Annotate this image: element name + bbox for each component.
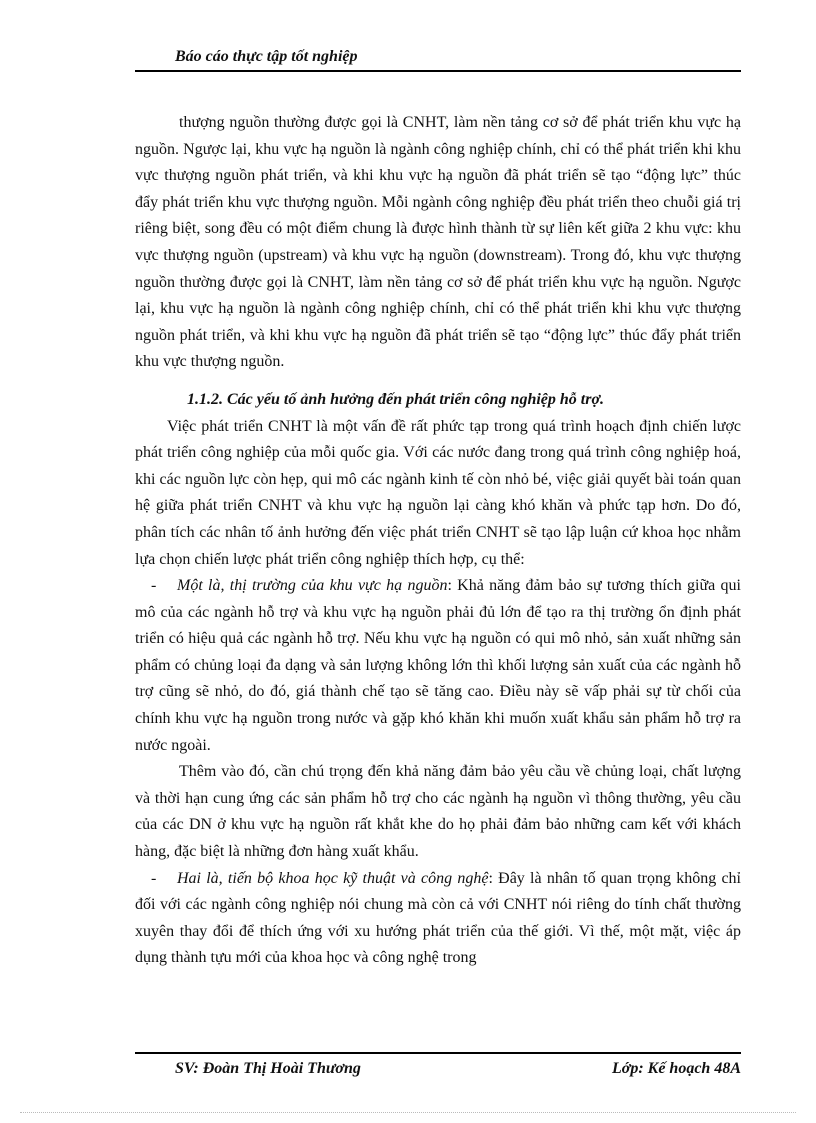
bullet-2-lead: Hai là, tiến bộ khoa học kỹ thuật và công nghệ	[177, 869, 489, 887]
paragraph-3: Thêm vào đó, cần chú trọng đến khả năng đảm bảo yêu cầu về chủng loại, chất lượng và thời hạn cung ứng các sản phẩm hỗ trợ cho các ngành hạ nguồn vì thông thường, yêu cầu của các DN ở khu vực hạ nguồn rất khắt khe do họ phải đảm bảo những cam kết với khách hàng, đặc biệt là những đơn hàng xuất khẩu.	[135, 763, 741, 861]
paragraph-2: Việc phát triển CNHT là một vấn đề rất phức tạp trong quá trình hoạch định chiến lược phát triển công nghiệp của mỗi quốc gia. Với các nước đang trong quá trình công nghiệp hoá, khi các nguồn lực còn hẹp, qui mô các ngành kinh tế còn nhỏ bé, việc giải quyết bài toán quan hệ giữa phát triển CNHT và khu vực hạ nguồn lại càng khó khăn và phức tạp hơn. Do đó, phân tích các nhân tố ảnh hưởng đến việc phát triển CNHT sẽ tạo lập luận cứ khoa học nhằm lựa chọn chiến lược phát triển công nghiệp thích hợp, cụ thể:	[135, 417, 741, 568]
footer-rule	[135, 1052, 741, 1054]
bullet-dash: -	[151, 577, 157, 595]
header-rule	[135, 70, 741, 72]
page-footer	[135, 1052, 741, 1078]
paragraph-1: thượng nguồn thường được gọi là CNHT, làm nền tảng cơ sở để phát triển khu vực hạ nguồn. Ngược lại, khu vực hạ nguồn là ngành công nghiệp chính, chỉ có thể phát triển khi khu vực thượng nguồn phát triển, và khi khu vực hạ nguồn đã phát triển sẽ tạo “động lực” thúc đẩy phát triển khu vực thượng nguồn. Mỗi ngành công nghiệp đều phát triển theo chuỗi giá trị riêng biệt, song đều có một điểm chung là được hình thành từ sự liên kết giữa 2 khu vực: khu vực thượng nguồn (upstream) và khu vực hạ nguồn (downstream). Trong đó, khu vực thượng nguồn thường được gọi là CNHT, làm nền tảng cơ sở để phát triển khu vực hạ nguồn. Ngược lại, khu vực hạ nguồn là ngành công nghiệp chính, chỉ có thể phát triển khi khu vực thượng nguồn phát triển, và khi khu vực hạ nguồn đã phát triển sẽ tạo “động lực” thúc đẩy phát triển khu vực thượng nguồn.	[135, 114, 741, 371]
bullet-2-text: : Đây là nhân tố quan trọng không chỉ đối với các ngành công nghiệp nói chung mà còn cả với CNHT nói riêng do tính chất thường xuyên thay đổi để thích ứng với xu hướng phát triển của thế giới. Vì thế, một mặt, việc áp dụng thành tựu mới của khoa học và công nghệ trong	[135, 869, 741, 967]
bullet-1-text: : Khả năng đảm bảo sự tương thích giữa qui mô của các ngành hỗ trợ và khu vực hạ nguồn phải đủ lớn để tạo ra thị trường ổn định phát triển có hiệu quả các ngành hỗ trợ. Nếu khu vực hạ nguồn có qui mô nhỏ, sản xuất những sản phẩm có chủng loại đa dạng và sản lượng không lớn thì khối lượng sản xuất của các ngành hỗ trợ cũng sẽ nhỏ, do đó, giá thành chế tạo sẽ tăng cao. Điều này sẽ vấp phải sự từ chối của chính khu vực hạ nguồn trong nước và gặp khó khăn khi muốn xuất khẩu sản phẩm hỗ trợ ra nước ngoài.	[135, 577, 741, 754]
bullet-1-lead: Một là, thị trường của khu vực hạ nguồn	[177, 577, 448, 595]
footer-student: SV: Đoàn Thị Hoài Thương	[175, 1060, 361, 1077]
page-bottom-dotted-line	[20, 1112, 796, 1113]
footer-row	[135, 1060, 741, 1078]
header-title: Báo cáo thực tập tốt nghiệp	[175, 48, 358, 65]
document-body	[135, 110, 741, 972]
footer-class: Lớp: Kế hoạch 48A	[611, 1060, 741, 1077]
bullet-dash: -	[151, 869, 157, 887]
page-header	[135, 48, 741, 72]
bullet-1	[135, 573, 741, 759]
section-heading: 1.1.2. Các yếu tố ảnh hưởng đến phát triển công nghiệp hỗ trợ.	[187, 390, 605, 408]
bullet-2	[135, 866, 741, 972]
